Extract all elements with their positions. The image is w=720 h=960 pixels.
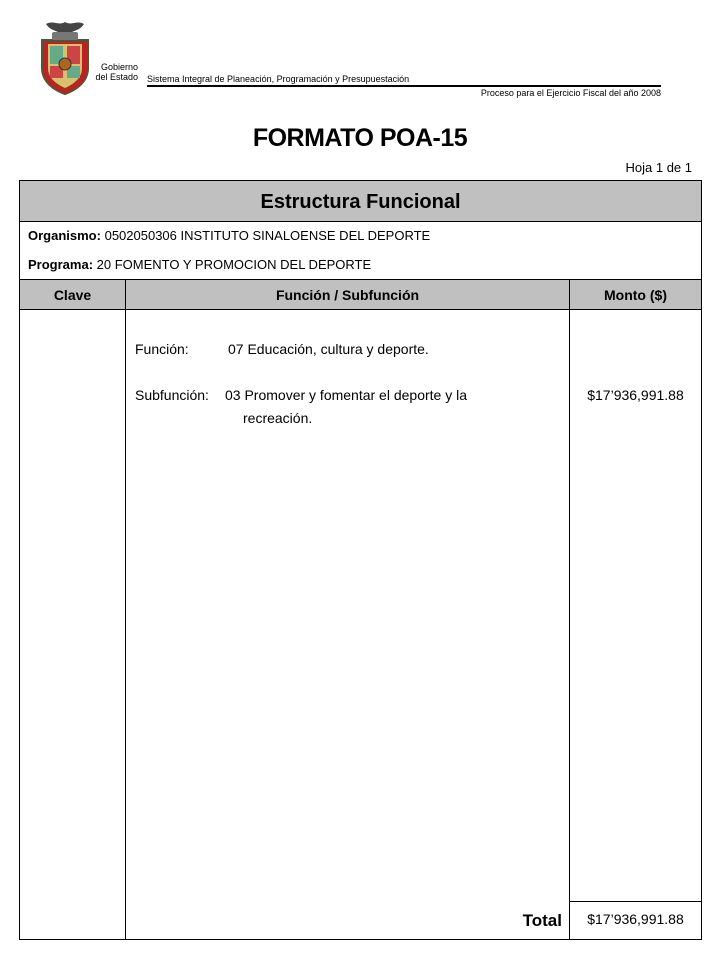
page-title: FORMATO POA-15 — [252, 124, 468, 152]
fiscal-process-label: Proceso para el Ejercicio Fiscal del año 2008 — [480, 88, 661, 98]
gobierno-line1: Gobierno — [100, 62, 138, 72]
gobierno-line2: del Estado — [95, 72, 138, 82]
monto-value: $17’936,991.88 — [587, 387, 684, 403]
funcion-label: Función: — [135, 341, 189, 357]
gobierno-label — [86, 62, 138, 82]
total-value: $17’936,991.88 — [587, 911, 684, 927]
table-header-row — [20, 279, 701, 310]
page-count: Hoja 1 de 1 — [625, 160, 692, 175]
header-rule — [147, 85, 661, 87]
section-title: Estructura Funcional — [20, 181, 701, 222]
programa-label: Programa: — [28, 257, 94, 272]
header-funcion: Función / Subfunción — [275, 287, 420, 303]
funcion-value: 07 Educación, cultura y deporte. — [228, 341, 429, 357]
total-label: Total — [522, 911, 562, 930]
header-monto: Monto ($) — [604, 287, 667, 303]
programa-value: 20 FOMENTO Y PROMOCION DEL DEPORTE — [96, 257, 372, 272]
state-seal-logo — [36, 18, 94, 96]
subfuncion-value-line1: 03 Promover y fomentar el deporte y la — [225, 387, 468, 403]
column-divider-left — [125, 279, 126, 940]
header-clave: Clave — [53, 287, 92, 303]
subfuncion-label: Subfunción: — [135, 387, 209, 403]
system-name: Sistema Integral de Planeación, Programación y Presupuestación — [147, 74, 410, 84]
total-separator — [569, 901, 702, 902]
organismo-value: 0502050306 INSTITUTO SINALOENSE DEL DEPORTE — [104, 228, 431, 243]
organismo-label: Organismo: — [28, 228, 101, 243]
programa-line — [28, 257, 371, 272]
subfuncion-value-line2: recreación. — [243, 410, 313, 426]
organismo-line — [28, 228, 430, 243]
column-divider-right — [569, 279, 570, 940]
